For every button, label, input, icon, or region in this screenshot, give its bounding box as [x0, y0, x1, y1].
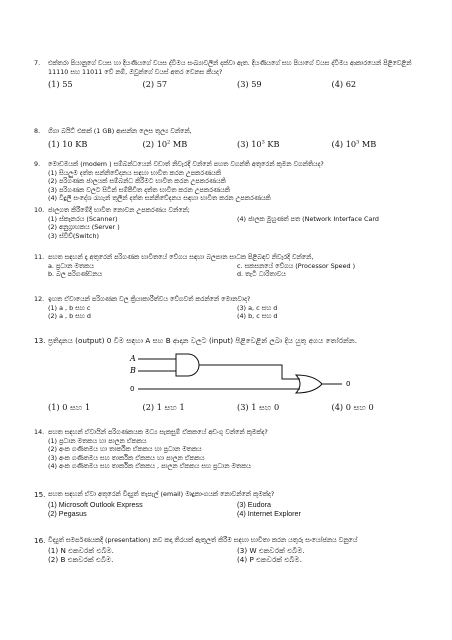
option-4: (4) P එකවරක් එබීම.	[237, 555, 302, 564]
option-3: (3) 1 සහ 0	[237, 402, 280, 412]
option-2: (2) 1 සහ 1	[142, 402, 185, 412]
question-text: ප්‍රතිදානය (output) 0 වීම සඳහා A සහ B ආදාන වලට (input) පිළිවෙළින් ලබා දිය යුතු අගය තෝරන්න.	[48, 336, 357, 345]
option-3: (3) $10^3$ KB	[237, 138, 280, 149]
or-gate	[296, 375, 322, 393]
third-input-label: 0	[130, 385, 135, 393]
wire-and-out	[199, 365, 300, 379]
option-1: (1) N එකවරක් එබීම.	[48, 545, 114, 555]
question-number: 9.	[34, 160, 41, 168]
question-number: 13.	[34, 336, 46, 345]
option-1: (1) Microsoft Outlook Express	[48, 499, 143, 509]
option-1: (1) 55	[48, 79, 73, 90]
option-2: (2) $10^2$ MB	[142, 138, 188, 149]
item-d: d. තැටි ධාරිතාවය	[237, 270, 286, 279]
option-3: (3) Eudora	[237, 499, 271, 509]
item-c: c. සකසනයේ වේගය (Processor Speed )	[237, 261, 356, 270]
option-1: (1) සියලුම දත්ත සන්නිවේදනය සඳහා භාවිත කරන උපකරණයකි	[48, 168, 222, 177]
option-2: (2) a , b සහ d	[48, 312, 91, 321]
question-number: 12.	[34, 295, 45, 303]
question-13	[34, 336, 426, 345]
question-number: 7.	[34, 59, 41, 67]
logic-circuit-diagram	[124, 353, 356, 397]
option-4: (4) 62	[331, 79, 357, 90]
option-1: (1) 10 KB	[48, 138, 88, 149]
option-3: (3) පරිගණක වලට සිටින් සම්පීඩිත දත්ත භාවිත කරන උපකරණයකි	[48, 185, 230, 194]
option-3: (3) W එකවරක් එබීම.	[237, 545, 305, 555]
option-1: (1) a , b සහ c	[48, 303, 91, 312]
option-3: (3) 59	[237, 79, 262, 90]
option-4: (4) $10^3$ MB	[331, 138, 377, 149]
question-text: ජාලගත කිරීමේදී භාවිත නොවන උපකරණය වන්නේ;	[48, 206, 190, 214]
question-12	[34, 295, 426, 321]
option-2: (2) 57	[142, 79, 168, 90]
input-a-label: A	[130, 354, 136, 363]
option-3: (3) අංක ගණිතමය සහ තාර්කික ඒකකය හා පාලන ඒකකය	[48, 453, 205, 462]
question-number: 14.	[34, 428, 45, 436]
question-text: එක්තරා පියානුගේ වයස හා දියණියගේ වයස ද්විමය සංඛ්‍යාවලින් දක්වා ඇත. දියණියගේ සහ පියාගේ වයස ද්විමය ආකාරයෙන් පිළිවෙළින් 11110 සහ 11011 වේ නම්, ඔවුන්ගේ වයස් අතර වෙනස කීයද?	[48, 59, 412, 76]
item-b: b. බල පරිගණ්ඩනය	[48, 270, 103, 279]
input-b-label: B	[130, 366, 136, 375]
question-text: පහත සඳහන් ඒවා අතුරෙන් විද්‍යුත් තැපැල් (email) මෘදුකාංගයක් නොවන්නේ කුමක්ද?	[48, 490, 275, 498]
question-number: 10.	[34, 206, 45, 214]
option-1: (1) ප්‍රධාන මතකය හා පාලන ඒකකය	[48, 436, 147, 445]
option-2: (2) අනුග්‍රාහකය (Server )	[48, 223, 120, 232]
item-a: a. ප්‍රධාන මතකය	[48, 261, 94, 270]
option-4: (4) b, c සහ d	[237, 312, 278, 321]
option-2: (2) අංක ගණිතමය හා තාර්කික ඒකකය හා ප්‍රධාන මතකය	[48, 445, 202, 454]
question-9	[34, 160, 426, 203]
question-7	[34, 59, 426, 89]
option-2: (2) පරිගණක ජාලයක් සම්බන්ධ කිරීමට භාවිත කරන උපකරණයකි	[48, 177, 226, 186]
question-number: 16.	[34, 536, 46, 545]
option-4: (4) විදුලි සංදේශ රැහැන් තුලින් දත්ත සන්නිවේදනය සඳහා භාවිත කරන උපකරණයකි	[48, 194, 271, 203]
question-8	[34, 127, 426, 149]
and-gate	[176, 354, 199, 376]
option-3: (3) ස්විච්(Switch)	[48, 231, 99, 240]
question-text: විද්‍යුත් සමර්පණයකදී (presentation) නව කදා තිරයක් ඇතුලත් කිරීම සඳහා භාවිතා කරන යතුරු සංයෝජනය වනුයේ	[48, 536, 358, 544]
question-13-options	[34, 402, 426, 412]
option-1: (1) 0 සහ 1	[48, 402, 91, 412]
question-text: පහත සඳහන් ඒවායින් පරිගණකයක මධ්‍ය සැකසුම් ඒකකයේ අඩංගු වන්නේ කුමක්ද?	[48, 428, 268, 436]
option-1: (1) ස්කෑනරය (Scanner)	[48, 214, 118, 223]
option-3: (3) a, c සහ d	[237, 303, 278, 312]
question-number: 11.	[34, 253, 45, 261]
option-4: (4) ජාලක මුහුණත් පත (Network Interface Card	[237, 214, 379, 223]
question-10	[34, 206, 426, 240]
question-11	[34, 253, 426, 279]
question-text: මොඩමයක් (modem ) සම්බන්ධයෙන් වඩාත් නිවැරදි වන්නේ පහත වගන්ති අතුරෙන් කුමන වගන්තියද?	[48, 160, 324, 168]
option-2: (2) Pegasus	[48, 509, 87, 518]
question-text: පහත සඳහන් දෑ අතුරෙන් පරිගණක භාවිතයේ වේගය සඳහා බලපාන සාධක පිළිබඳව නිවැරදි වන්නේ,	[48, 253, 314, 261]
option-2: (2) B එකවරක් එබීම.	[48, 555, 114, 564]
question-text: ගිගා බයිට් එකක් (1 GB) ආසන්න ලෙස තුල්‍ය වන්නේ,	[48, 127, 192, 135]
question-number: 8.	[34, 127, 41, 135]
option-4: (4) 0 සහ 0	[331, 402, 374, 412]
question-14	[34, 428, 426, 471]
option-4: (4) Internet Explorer	[237, 509, 301, 518]
question-number: 15.	[34, 490, 46, 499]
question-text: ඉහත ඒවායෙන් පරිගණක වල ක්‍රියාකාරීත්වය වේගවත් කරන්නේ මොනවාද?	[48, 295, 251, 303]
option-4: (4) අංක ගණිතමය සහ තාර්කික ඒකකය , පාලන ඒකකය සහ ප්‍රධාන මතකය	[48, 462, 251, 471]
question-15	[34, 490, 426, 518]
output-label: 0	[346, 380, 351, 388]
question-16	[34, 536, 426, 564]
